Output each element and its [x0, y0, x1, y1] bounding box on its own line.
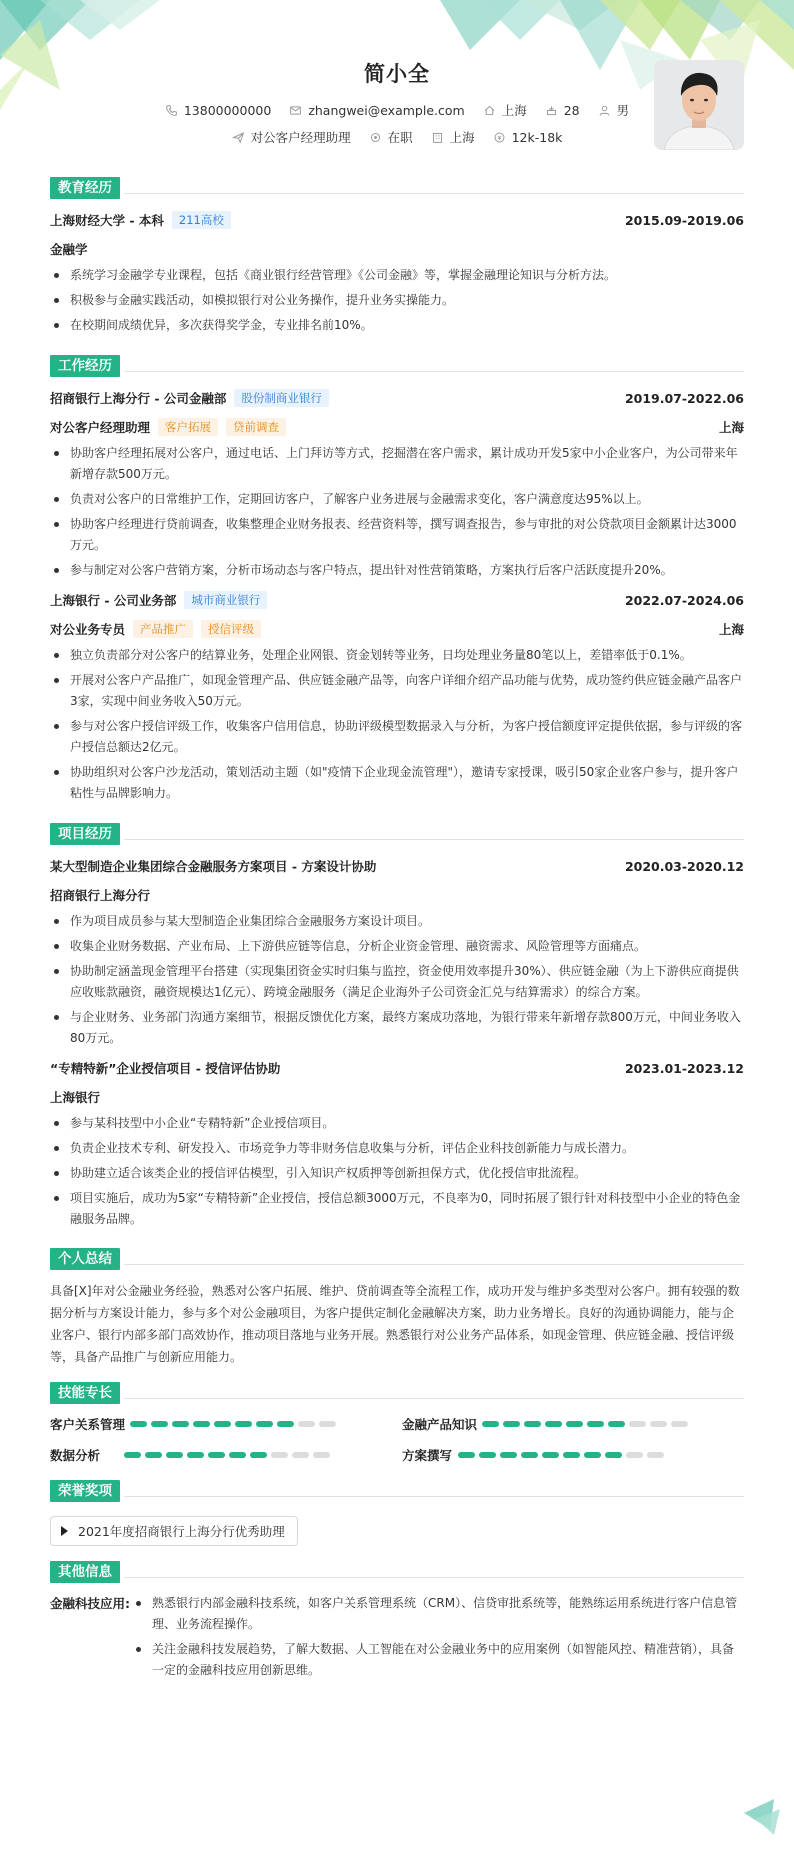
mail-icon [289, 104, 302, 117]
list-item: 积极参与金融实践活动，如模拟银行对公业务操作，提升业务实操能力。 [50, 290, 744, 311]
salary-info [493, 130, 563, 145]
home-icon [483, 104, 496, 117]
other-bullets [132, 1593, 744, 1685]
divider [124, 1577, 744, 1578]
divider [124, 1398, 744, 1399]
company-tag: 股份制商业银行 [234, 389, 329, 407]
skill-segment-filled [187, 1452, 204, 1458]
status-text: 在职 [387, 130, 413, 145]
other-label: 金融科技应用: [50, 1596, 130, 1611]
section-title: 教育经历 [50, 177, 120, 199]
list-item: 协助客户经理拓展对公客户，通过电话、上门拜访等方式，挖掘潜在客户需求，累计成功开发5家中小企业客户，为公司带来年新增存款500万元。 [50, 443, 744, 485]
resume-header [50, 0, 744, 168]
project-entry [50, 855, 744, 1049]
email-info [289, 103, 464, 118]
section-title: 个人总结 [50, 1248, 120, 1270]
skill-segment-empty [292, 1452, 309, 1458]
skill-segment-filled [542, 1452, 559, 1458]
skill-segment-filled [256, 1421, 273, 1427]
other-info-row [50, 1593, 744, 1685]
skill-tag: 授信评级 [201, 620, 261, 638]
skill-segment-empty [298, 1421, 315, 1427]
skill-segment-empty [650, 1421, 667, 1427]
skill-segment-filled [124, 1452, 141, 1458]
company-name: 招商银行上海分行 - 公司金融部 [50, 391, 227, 406]
summary-section [50, 1248, 744, 1368]
skill-segment-filled [503, 1421, 520, 1427]
skill-name: 数据分析 [50, 1448, 101, 1463]
status-icon [369, 131, 382, 144]
work-entry [50, 387, 744, 581]
list-item: 参与制定对公客户营销方案，分析市场动态与客户特点，提出针对性营销策略，方案执行后客户活跃度提升20%。 [50, 560, 744, 581]
list-item: 参与某科技型中小企业“专精特新”企业授信项目。 [50, 1113, 744, 1134]
work-entry-header [50, 589, 744, 611]
location-text: 上海 [501, 103, 527, 118]
skill-level-bar [130, 1421, 340, 1427]
coin-icon [493, 131, 506, 144]
section-header [50, 823, 744, 845]
project-name: 某大型制造企业集团综合金融服务方案项目 - 方案设计协助 [50, 859, 377, 874]
award-item[interactable] [50, 1516, 298, 1546]
skill-segment-empty [271, 1452, 288, 1458]
list-item: 作为项目成员参与某大型制造企业集团综合金融服务方案设计项目。 [50, 911, 744, 932]
skill-segment-filled [145, 1452, 162, 1458]
list-item: 协助制定涵盖现金管理平台搭建（实现集团资金实时归集与监控，资金使用效率提升30%）、供应链金融（为上下游供应商提供应收账款融资，融资规模达1亿元）、跨境金融服务（满足企业海外子公司资金汇兑与结算需求）的综合方案。 [50, 961, 744, 1003]
skill-segment-filled [545, 1421, 562, 1427]
divider [124, 193, 744, 194]
email-text: zhangwei@example.com [308, 102, 465, 118]
skill-segment-filled [563, 1452, 580, 1458]
list-item: 系统学习金融学专业课程，包括《商业银行经营管理》《公司金融》等，掌握金融理论知识与分析方法。 [50, 265, 744, 286]
list-item: 项目实施后，成功为5家“专精特新”企业授信，授信总额3000万元，不良率为0，同时拓展了银行针对科技型中小企业的特色金融服务品牌。 [50, 1188, 744, 1230]
status-info [369, 128, 413, 146]
project-name: “专精特新”企业授信项目 - 授信评估协助 [50, 1061, 281, 1076]
candidate-name: 简小全 [364, 62, 430, 86]
section-header [50, 1248, 744, 1270]
skill-name: 客户关系管理 [50, 1417, 126, 1432]
avatar [654, 60, 744, 150]
skill-segment-filled [166, 1452, 183, 1458]
job-intent-row [50, 128, 744, 146]
work-city: 上海 [718, 622, 744, 637]
skill-tag: 客户拓展 [158, 418, 218, 436]
skill-segment-filled [482, 1421, 499, 1427]
skill-segment-filled [235, 1421, 252, 1427]
section-header [50, 177, 744, 199]
skill-segment-empty [313, 1452, 330, 1458]
other-section [50, 1561, 744, 1685]
section-title: 工作经历 [50, 355, 120, 377]
skill-segment-filled [208, 1452, 225, 1458]
skill-item [402, 1414, 744, 1434]
list-item: 协助组织对公客户沙龙活动，策划活动主题（如"疫情下企业现金流管理"），邀请专家授课，吸引50家企业客户参与，提升客户粘性与品牌影响力。 [50, 762, 744, 804]
age-text: 28 [563, 102, 580, 118]
profile-photo [654, 60, 744, 150]
project-org-line [50, 883, 744, 907]
section-title: 荣誉奖项 [50, 1480, 120, 1502]
skill-segment-filled [130, 1421, 147, 1427]
project-entry-header [50, 1057, 744, 1079]
skill-segment-empty [629, 1421, 646, 1427]
project-org: 招商银行上海分行 [50, 888, 151, 903]
play-icon [61, 1526, 68, 1536]
list-item: 熟悉银行内部金融科技系统，如客户关系管理系统（CRM）、信贷审批系统等，能熟练运用系统进行客户信息管理、业务流程操作。 [132, 1593, 744, 1635]
resume-page [50, 0, 744, 1685]
role-title: 对公客户经理助理 [50, 420, 151, 435]
company-line [50, 389, 329, 407]
project-bullets [50, 911, 744, 1049]
skill-segment-filled [584, 1452, 601, 1458]
summary-text: 具备[X]年对公金融业务经验，熟悉对公客户拓展、维护、贷前调查等全流程工作，成功开发与维护多类型对公客户。拥有较强的数据分析与方案设计能力，参与多个对公金融项目，为客户提供定制化金融解决方案，助力业务增长。良好的沟通协调能力，能与企业客户、银行内部多部门高效协作，推动项目落地与业务开展。熟悉银行对公业务产品体系，如现金管理、供应链金融、授信评级等，具备产品推广与创新应用能力。 [50, 1284, 740, 1364]
list-item: 独立负责部分对公客户的结算业务，处理企业网银、资金划转等业务，日均处理业务量80笔以上，差错率低于0.1%。 [50, 645, 744, 666]
skill-segment-filled [521, 1452, 538, 1458]
list-item: 收集企业财务数据、产业布局、上下游供应链等信息，分析企业资金管理、融资需求、风险管理等方面痛点。 [50, 936, 744, 957]
role-line [50, 617, 744, 641]
skill-segment-filled [605, 1452, 622, 1458]
work-section [50, 355, 744, 804]
project-entry [50, 1057, 744, 1230]
age-info [545, 103, 580, 118]
list-item: 参与对公客户授信评级工作，收集客户信用信息，协助评级模型数据录入与分析，为客户授信额度评定提供依据，参与评级的客户授信总额达2亿元。 [50, 716, 744, 758]
skill-segment-empty [626, 1452, 643, 1458]
skill-segment-filled [172, 1421, 189, 1427]
skill-segment-empty [671, 1421, 688, 1427]
contact-row [50, 101, 744, 119]
project-org: 上海银行 [50, 1090, 101, 1105]
skill-segment-filled [277, 1421, 294, 1427]
list-item: 关注金融科技发展趋势，了解大数据、人工智能在对公金融业务中的应用案例（如智能风控、精准营销），具备一定的金融科技应用创新思维。 [132, 1639, 744, 1681]
company-tag: 城市商业银行 [184, 591, 267, 609]
education-entry-header [50, 209, 744, 231]
work-bullets [50, 645, 744, 804]
divider [124, 839, 744, 840]
skills-section [50, 1382, 744, 1465]
skill-item [50, 1445, 402, 1465]
project-org-line [50, 1085, 744, 1109]
list-item: 在校期间成绩优异，多次获得奖学金，专业排名前10%。 [50, 315, 744, 336]
project-bullets [50, 1113, 744, 1230]
honors-section [50, 1480, 744, 1546]
section-header [50, 1480, 744, 1502]
project-date: 2023.01-2023.12 [624, 1060, 744, 1076]
divider [124, 1496, 744, 1497]
skill-segment-filled [587, 1421, 604, 1427]
list-item: 协助客户经理进行贷前调查，收集整理企业财务报表、经营资料等，撰写调查报告，参与审批的对公贷款项目金额累计达3000万元。 [50, 514, 744, 556]
work-bullets [50, 443, 744, 581]
education-date: 2015.09-2019.06 [624, 212, 744, 228]
project-entry-header [50, 855, 744, 877]
company-line [50, 591, 267, 609]
project-date: 2020.03-2020.12 [624, 858, 744, 874]
skill-tag: 产品推广 [133, 620, 193, 638]
location-info [483, 101, 527, 119]
section-header [50, 1382, 744, 1404]
skill-segment-filled [214, 1421, 231, 1427]
education-bullets [50, 265, 744, 336]
gender-text: 男 [616, 103, 630, 118]
list-item: 开展对公客户产品推广，如现金管理产品、供应链金融产品等，向客户详细介绍产品功能与优势，成功签约供应链金融产品客户3家，实现中间业务收入50万元。 [50, 670, 744, 712]
gender-info [598, 101, 630, 119]
skill-segment-filled [524, 1421, 541, 1427]
skill-item [50, 1414, 402, 1434]
cake-icon [545, 104, 558, 117]
projects-section [50, 823, 744, 1230]
phone-info [165, 103, 271, 118]
list-item: 负责对公客户的日常维护工作，定期回访客户，了解客户业务进展与金融需求变化，客户满意度达95%以上。 [50, 489, 744, 510]
role-title: 对公业务专员 [50, 622, 126, 637]
footer-decoration [744, 1799, 780, 1835]
skill-segment-filled [479, 1452, 496, 1458]
work-city: 上海 [718, 420, 744, 435]
divider [124, 371, 744, 372]
section-title: 技能专长 [50, 1382, 120, 1404]
list-item: 协助建立适合该类企业的授信评估模型，引入知识产权质押等创新担保方式，优化授信审批流程。 [50, 1163, 744, 1184]
skill-segment-filled [250, 1452, 267, 1458]
major-line [50, 237, 744, 261]
company-name: 上海银行 - 公司业务部 [50, 593, 177, 608]
school-name: 上海财经大学 - 本科 [50, 213, 164, 228]
phone-icon [165, 104, 178, 117]
role-line [50, 415, 744, 439]
skill-segment-filled [566, 1421, 583, 1427]
work-entry [50, 589, 744, 804]
list-item: 与企业财务、业务部门沟通方案细节，根据反馈优化方案，最终方案成功落地，为银行带来年新增存款800万元，中间业务收入80万元。 [50, 1007, 744, 1049]
skill-level-bar [482, 1421, 692, 1427]
skill-item [402, 1445, 744, 1465]
target-role-info [232, 128, 351, 146]
skill-segment-filled [193, 1421, 210, 1427]
work-date: 2019.07-2022.06 [624, 390, 744, 406]
school-line [50, 211, 231, 229]
target-city-text: 上海 [449, 130, 475, 145]
skill-level-bar [124, 1452, 334, 1458]
skill-name: 金融产品知识 [402, 1417, 478, 1432]
work-entry-header [50, 387, 744, 409]
skill-segment-empty [647, 1452, 664, 1458]
section-header [50, 355, 744, 377]
skill-segment-empty [319, 1421, 336, 1427]
section-title: 其他信息 [50, 1561, 120, 1583]
target-city-info [431, 128, 475, 146]
section-header [50, 1561, 744, 1583]
skill-segment-filled [151, 1421, 168, 1427]
work-date: 2022.07-2024.06 [624, 592, 744, 608]
skill-segment-filled [458, 1452, 475, 1458]
divider [124, 1264, 744, 1265]
skill-level-bar [458, 1452, 668, 1458]
phone-text: 13800000000 [183, 102, 272, 118]
building-icon [431, 131, 444, 144]
send-icon [232, 131, 245, 144]
skill-name: 方案撰写 [402, 1448, 453, 1463]
skill-segment-filled [608, 1421, 625, 1427]
skill-segment-filled [500, 1452, 517, 1458]
skill-tag: 贷前调查 [226, 418, 286, 436]
target-role-text: 对公客户经理助理 [250, 130, 351, 145]
major: 金融学 [50, 242, 88, 257]
award-text: 2021年度招商银行上海分行优秀助理 [78, 1524, 285, 1539]
education-section [50, 177, 744, 336]
school-tag: 211高校 [172, 211, 231, 229]
skill-segment-filled [229, 1452, 246, 1458]
section-title: 项目经历 [50, 823, 120, 845]
user-icon [598, 104, 611, 117]
salary-text: 12k-18k [511, 129, 563, 145]
list-item: 负责企业技术专利、研发投入、市场竞争力等非财务信息收集与分析，评估企业科技创新能力与成长潜力。 [50, 1138, 744, 1159]
skills-grid [50, 1414, 744, 1465]
